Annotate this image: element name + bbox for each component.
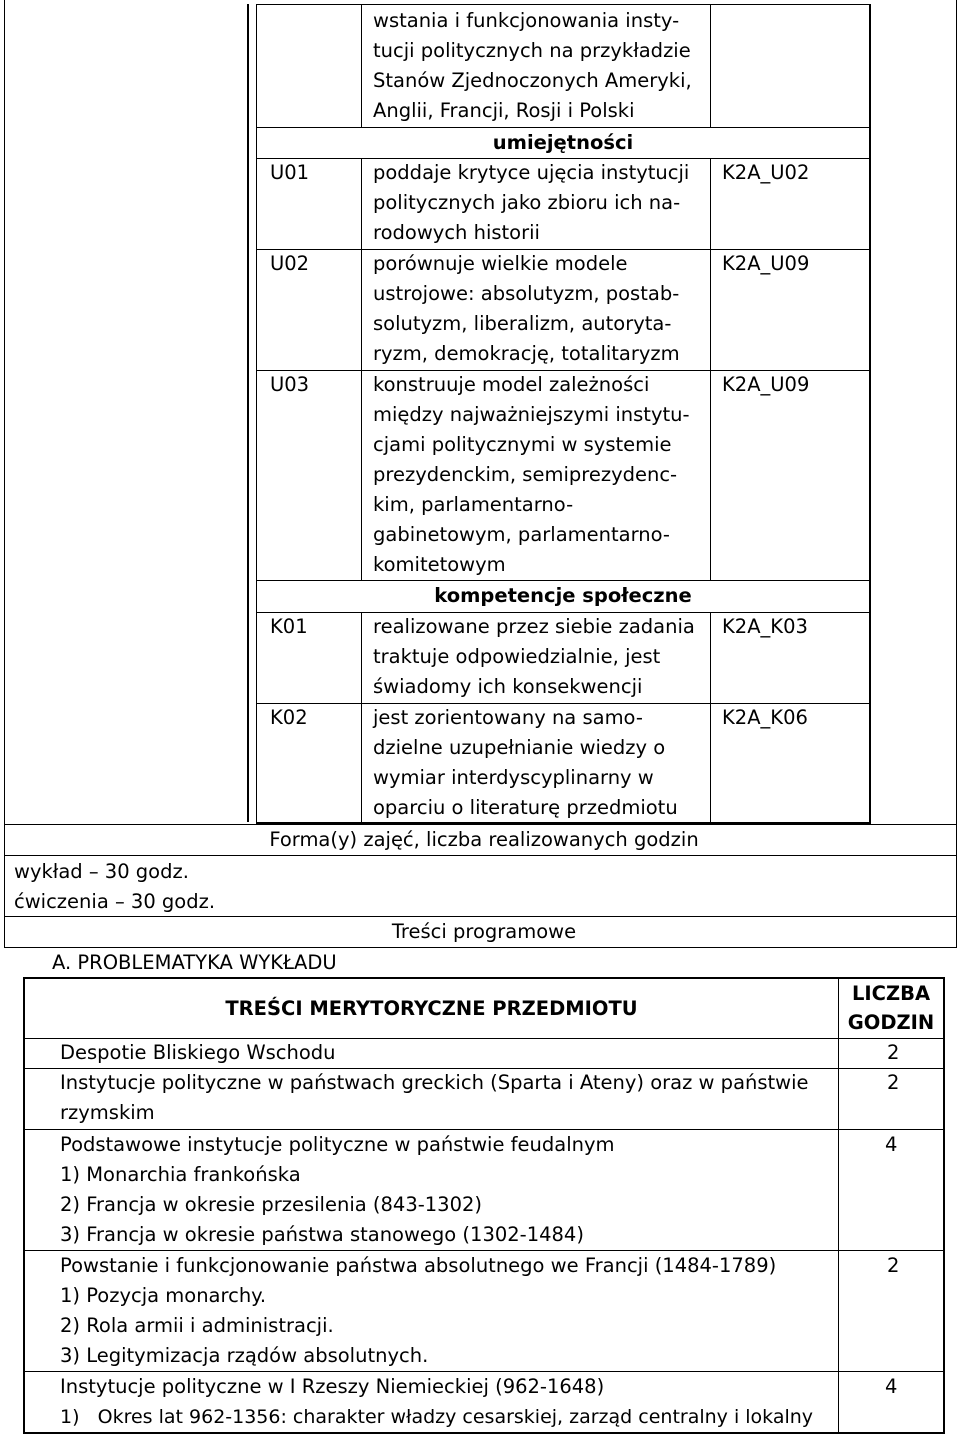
effect-desc-line: konstruuje model zależności xyxy=(373,373,650,396)
effect-desc-line: porównuje wielkie modele xyxy=(373,252,628,275)
lecture-row-line: Despotie Bliskiego Wschodu xyxy=(60,1041,336,1064)
outer-left-border xyxy=(4,0,5,948)
effect-ref: K2A_K06 xyxy=(722,706,808,729)
col-separator-desc xyxy=(710,4,711,128)
lecture-table-right-border xyxy=(943,977,945,1434)
intro-line: Anglii, Francji, Rosji i Polski xyxy=(373,99,635,122)
effect-desc-line: świadomy ich konsekwencji xyxy=(373,675,643,698)
section-title: A. PROBLEMATYKA WYKŁADU xyxy=(52,951,337,974)
col-separator-code xyxy=(361,4,362,128)
lecture-row-line: 3) Francja w okresie państwa stanowego (1302-1484) xyxy=(60,1223,584,1246)
effect-desc-line: poddaje krytyce ujęcia instytucji xyxy=(373,161,690,184)
effect-desc-line: traktuje odpowiedzialnie, jest xyxy=(373,645,661,668)
lecture-row-hours: 4 xyxy=(885,1133,898,1156)
effect-desc-line: cjami politycznymi w systemie xyxy=(373,433,672,456)
lecture-col-separator xyxy=(838,977,839,1434)
lecture-row-line: Powstanie i funkcjonowanie państwa absolutnego we Francji (1484-1789) xyxy=(60,1254,777,1277)
effect-desc-line: między najważniejszymi instytu- xyxy=(373,403,690,426)
col-separator-desc xyxy=(710,158,711,580)
intro-line: Stanów Zjednoczonych Ameryki, xyxy=(373,69,692,92)
lecture-col-hours-header-line2: GODZIN xyxy=(847,1011,935,1034)
effect-code: U02 xyxy=(270,252,310,275)
effect-ref: K2A_U02 xyxy=(722,161,810,184)
col-separator-code xyxy=(361,612,362,822)
lecture-row-line: 2) Francja w okresie przesilenia (843-1302) xyxy=(60,1193,482,1216)
effect-code: U03 xyxy=(270,373,310,396)
effects-table-left-border xyxy=(247,4,249,822)
forms-header-bottom-border xyxy=(4,855,957,856)
effect-desc-line: politycznych jako zbioru ich na- xyxy=(373,191,681,214)
effect-code: K01 xyxy=(270,615,308,638)
effect-desc-line: kim, parlamentarno- xyxy=(373,493,574,516)
lecture-row-line: 2) Rola armii i administracji. xyxy=(60,1314,334,1337)
effect-desc-line: realizowane przez siebie zadania xyxy=(373,615,695,638)
forms-header: Forma(y) zajęć, liczba realizowanych godzin xyxy=(269,828,699,851)
effect-ref: K2A_U09 xyxy=(722,252,810,275)
effect-desc-line: dzielne uzupełnianie wiedzy o xyxy=(373,736,666,759)
content-header: Treści programowe xyxy=(391,920,577,943)
effect-desc-line: ustrojowe: absolutyzm, postab- xyxy=(373,282,680,305)
lecture-row-hours: 2 xyxy=(887,1041,900,1064)
lecture-col-hours-header-line1: LICZBA xyxy=(851,982,931,1005)
lecture-row-line: 1) Monarchia frankońska xyxy=(60,1163,301,1186)
lecture-row-line: Podstawowe instytucje polityczne w państwie feudalnym xyxy=(60,1133,615,1156)
effect-desc-line: rodowych historii xyxy=(373,221,540,244)
lecture-row-line: Instytucje polityczne w I Rzeszy Niemieckiej (962-1648) xyxy=(60,1375,605,1398)
effects-table-top-border xyxy=(256,4,870,5)
lecture-row-line: 1) Pozycja monarchy. xyxy=(60,1284,267,1307)
effect-desc-line: prezydenckim, semiprezydenc- xyxy=(373,463,678,486)
lecture-table-bottom-border xyxy=(23,1432,945,1434)
intro-line: tucji politycznych na przykładzie xyxy=(373,39,691,62)
effect-desc-line: solutyzm, liberalizm, autoryta- xyxy=(373,312,672,335)
form-line: wykład – 30 godz. xyxy=(14,860,189,883)
col-separator-desc xyxy=(710,612,711,822)
lecture-row-hours: 4 xyxy=(885,1375,898,1398)
effect-ref: K2A_U09 xyxy=(722,373,810,396)
lecture-row-line: Instytucje polityczne w państwach greckich (Sparta i Ateny) oraz w państwie xyxy=(60,1071,809,1094)
section-header-kompetencje: kompetencje społeczne xyxy=(434,584,692,607)
lecture-row-hours: 2 xyxy=(887,1254,900,1277)
effect-desc-line: ryzm, demokrację, totalitaryzm xyxy=(373,342,680,365)
lecture-row-hours: 2 xyxy=(887,1071,900,1094)
effect-desc-line: oparciu o literaturę przedmiotu xyxy=(373,796,678,819)
lecture-row-line: 1) Okres lat 962-1356: charakter władzy cesarskiej, zarząd centralny i lokalny xyxy=(60,1406,814,1428)
lecture-row-line: rzymskim xyxy=(60,1101,155,1124)
form-line: ćwiczenia – 30 godz. xyxy=(14,890,216,913)
col-separator-code xyxy=(361,158,362,580)
intro-line: wstania i funkcjonowania insty- xyxy=(373,9,680,32)
effect-code: K02 xyxy=(270,706,308,729)
lecture-table-top-border xyxy=(23,977,945,979)
lecture-row-line: 3) Legitymizacja rządów absolutnych. xyxy=(60,1344,429,1367)
effect-desc-line: wymiar interdyscyplinarny w xyxy=(373,766,654,789)
lecture-col-subject-header: TREŚCI MERYTORYCZNE PRZEDMIOTU xyxy=(225,997,638,1020)
lecture-table-left-border xyxy=(23,977,25,1434)
effect-desc-line: gabinetowym, parlamentarno- xyxy=(373,523,670,546)
effect-desc-line: jest zorientowany na samo- xyxy=(373,706,643,729)
effect-ref: K2A_K03 xyxy=(722,615,808,638)
effect-code: U01 xyxy=(270,161,310,184)
section-header-umiejetnosci: umiejętności xyxy=(492,131,634,154)
effect-desc-line: komitetowym xyxy=(373,553,506,576)
outer-right-border xyxy=(956,0,957,948)
